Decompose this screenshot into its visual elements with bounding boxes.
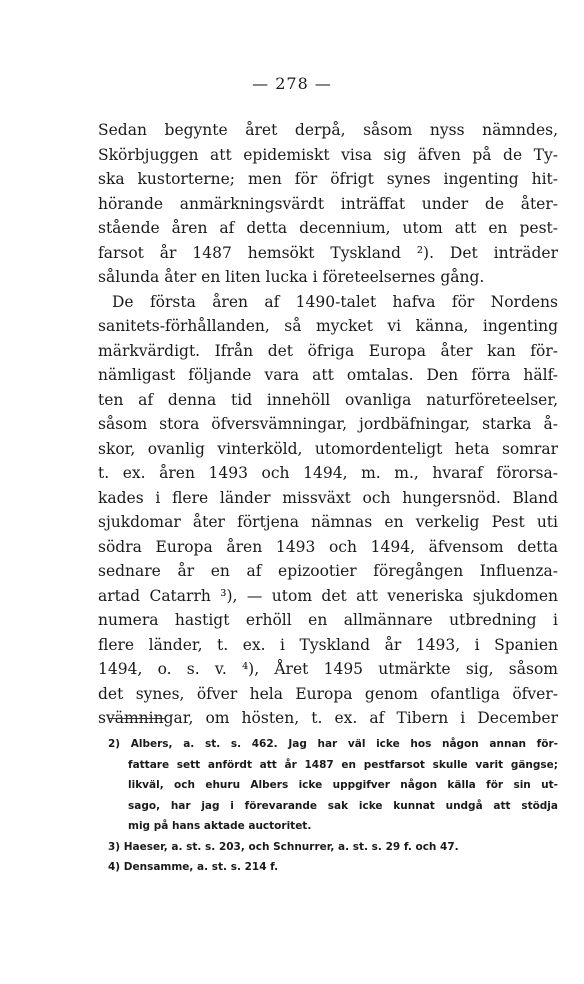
footnotes [108, 734, 558, 878]
text-line: märkvärdigt. Ifrån det öfriga Europa åter kan för- [98, 341, 558, 360]
text-line: Sedan begynte året derpå, såsom nyss nämndes, [98, 121, 558, 139]
text-line: numera hastigt erhöll en allmännare utbredning i [98, 611, 558, 629]
footnote-line: 2) Albers, a. st. s. 462. Jag har väl icke hos någon annan för- [108, 738, 558, 750]
text-line: 1494, o. s. v. ⁴), Året 1495 utmärkte sig, såsom [98, 660, 558, 678]
text-line: ska kustorterne; men för öfrigt synes ingenting hit- [98, 170, 558, 188]
text-line: De första åren af 1490-talet hafva för Nordens [112, 292, 558, 311]
text-line: södra Europa åren 1493 och 1494, äfvensom detta [98, 537, 558, 556]
text-line: sednare år en af epizootier föregången Influenza- [98, 562, 558, 580]
text-line: ten af denna tid innehöll ovanliga naturföreteelser, [98, 390, 558, 409]
text-line: stående åren af detta decennium, utom att en pest- [98, 219, 558, 237]
text-line: sanitets-förhållanden, så mycket vi känna, ingenting [98, 317, 558, 335]
footnote-line: 3) Haeser, a. st. s. 203, och Schnurrer, a. st. s. 29 f. och 47. [108, 840, 459, 853]
text-line: artad Catarrh ³), — utom det att veneriska sjukdomen [98, 586, 558, 605]
text-line: sålunda åter en liten lucka i företeelsernes gång. [98, 268, 485, 286]
text-line: kades i flere länder missväxt och hungersnöd. Bland [98, 488, 558, 507]
text-line: skor, ovanlig vinterköld, utomordenteligt heta somrar [98, 439, 558, 458]
text-line: hörande anmärkningsvärdt inträffat under de åter- [98, 194, 558, 213]
footnote-line: mig på hans aktade auctoritet. [128, 820, 312, 832]
text-line: det synes, öfver hela Europa genom ofantliga öfver- [98, 684, 558, 703]
text-line: nämligast följande vara att omtalas. Den förra hälf- [98, 366, 558, 384]
text-line: svämningar, om hösten, t. ex. af Tibern i December [98, 709, 558, 727]
footnote-line: 4) Densamme, a. st. s. 214 f. [108, 861, 279, 873]
text-line: sjukdomar åter förtjena nämnas en verkelig Pest uti [98, 513, 558, 531]
text-line: Skörbjuggen att epidemiskt visa sig äfven på de Ty- [98, 145, 558, 164]
footnote-line: likväl, och ehuru Albers icke uppgifver någon källa för sin ut- [128, 779, 558, 791]
footnote-line: sago, har jag i förevarande sak icke kunnat undgå att stödja [128, 799, 558, 812]
footnote-line: fattare sett anfördt att år 1487 en pestfarsot skulle varit gängse; [128, 758, 558, 771]
body-text [98, 118, 558, 731]
text-line: farsot år 1487 hemsökt Tyskland ²). Det inträder [98, 243, 558, 262]
text-line: flere länder, t. ex. i Tyskland år 1493, i Spanien [98, 635, 558, 654]
footnote-rule [108, 718, 166, 719]
text-line: såsom stora öfversvämningar, jordbäfningar, starka å- [98, 415, 558, 433]
text-line: t. ex. åren 1493 och 1494, m. m., hvaraf förorsa- [98, 464, 558, 482]
page-number: — 278 — [252, 74, 332, 93]
